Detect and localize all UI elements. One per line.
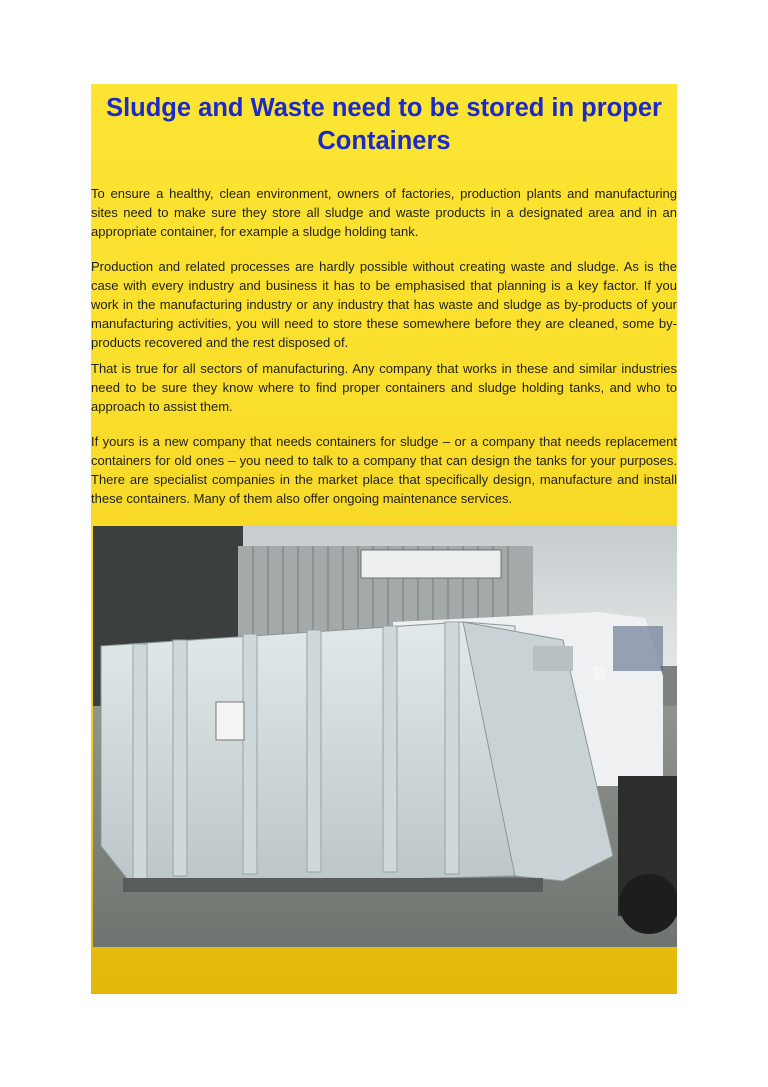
- paragraph-2: Production and related processes are hardly possible without creating waste and sludge. As is the case with every industry and business it has to be emphasised that planning is a key factor. If you work in the manufacturing industry or any industry that has waste and sludge as by-products of your manufacturing activities, you will need to store these somewhere before they are cleaned, some by-products recovered and the rest disposed of.: [91, 259, 677, 350]
- paragraph-1: To ensure a healthy, clean environment, owners of factories, production plants and manufacturing sites need to make sure they store all sludge and waste products in a designated area and in an appropriate container, for example a sludge holding tank.: [91, 186, 677, 239]
- paragraph-3: That is true for all sectors of manufacturing. Any company that works in these and similar industries need to be sure they know where to find proper containers and sludge holding tanks, and who to approach to assist them.: [91, 361, 677, 414]
- page-title: Sludge and Waste need to be stored in proper Containers: [106, 94, 662, 155]
- sludge-container-illustration: [93, 526, 677, 947]
- paragraph-4: If yours is a new company that needs containers for sludge – or a company that needs replacement containers for old ones – you need to talk to a company that can design the tanks for your purposes. There are specialist companies in the market place that specifically design, manufacture and install these containers. Many of them also offer ongoing maintenance services.: [91, 434, 677, 506]
- container-photo: [93, 526, 677, 947]
- yellow-page-panel: [91, 84, 677, 994]
